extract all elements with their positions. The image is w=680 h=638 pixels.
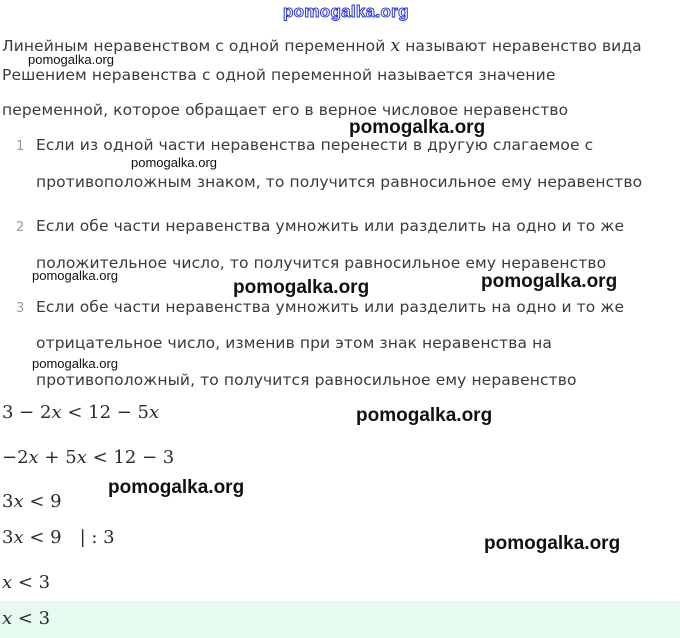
- intro-line-3: переменной, которое обращает его в верное числовое неравенство: [2, 101, 569, 119]
- rule-2-line-1: Если обе части неравенства умножить или разделить на одно и то же: [36, 217, 625, 235]
- variable-x: x: [13, 491, 24, 512]
- variable-x: x: [51, 402, 62, 423]
- watermark-top: pomogalka.org: [283, 2, 409, 21]
- step-3: [2, 491, 62, 512]
- watermark: pomogalka.org: [356, 405, 493, 426]
- watermark: pomogalka.org: [32, 356, 118, 371]
- step-3-part: 3: [2, 491, 14, 512]
- watermark: pomogalka.org: [349, 117, 486, 138]
- step-4-part: 3: [2, 527, 14, 548]
- rule-2-line-2: положительное число, то получится равносильное ему неравенство: [36, 254, 607, 272]
- variable-x: x: [13, 527, 24, 548]
- watermark: pomogalka.org: [108, 477, 245, 498]
- variable-x: x: [2, 572, 13, 593]
- step-1: [2, 402, 159, 423]
- rule-1-line-2: противоположным знаком, то получится равносильное ему неравенство: [36, 173, 643, 191]
- watermark: pomogalka.org: [131, 155, 217, 170]
- watermark: pomogalka.org: [484, 533, 621, 554]
- rule-number: 1: [16, 139, 25, 154]
- intro-line-2: Решением неравенства с одной переменной называется значение: [2, 66, 556, 84]
- intro-line-1-end: называют неравенство вида: [405, 37, 642, 55]
- step-4-divide-note: | : 3: [79, 527, 115, 548]
- step-4-part: < 9: [23, 527, 62, 548]
- watermark: pomogalka.org: [481, 271, 618, 292]
- rule-3-line-2: отрицательное число, изменив при этом знак неравенства на: [36, 334, 553, 352]
- rule-number: 3: [16, 301, 25, 316]
- step-1-part: < 12 − 5: [61, 402, 150, 423]
- step-5-part: < 3: [12, 572, 51, 593]
- variable-x: x: [2, 608, 13, 629]
- step-2-part: + 5: [38, 447, 77, 468]
- answer-highlight: [0, 601, 680, 638]
- step-3-part: < 9: [23, 491, 62, 512]
- answer-part: < 3: [12, 608, 51, 629]
- watermark: pomogalka.org: [233, 277, 370, 298]
- intro-variable: x: [390, 36, 401, 56]
- variable-x: x: [28, 447, 39, 468]
- rule-number: 2: [16, 220, 25, 235]
- watermark: pomogalka.org: [28, 52, 114, 67]
- watermark: pomogalka.org: [32, 268, 118, 283]
- rule-3-line-3: противоположный, то получится равносильное ему неравенство: [36, 371, 577, 389]
- rule-3-line-1: Если обе части неравенства умножить или разделить на одно и то же: [36, 298, 625, 316]
- rule-1-line-1: Если из одной части неравенства перенести в другую слагаемое с: [36, 136, 594, 154]
- answer: [2, 608, 50, 629]
- step-4: [2, 527, 115, 548]
- step-2-part: < 12 − 3: [86, 447, 175, 468]
- step-1-part: 3 − 2: [2, 402, 52, 423]
- variable-x: x: [149, 402, 160, 423]
- intro-line-1-start: Линейным неравенством с одной переменной: [2, 37, 386, 55]
- step-2-part: −2: [2, 447, 29, 468]
- variable-x: x: [76, 447, 87, 468]
- step-5: [2, 572, 50, 593]
- step-2: [2, 447, 174, 468]
